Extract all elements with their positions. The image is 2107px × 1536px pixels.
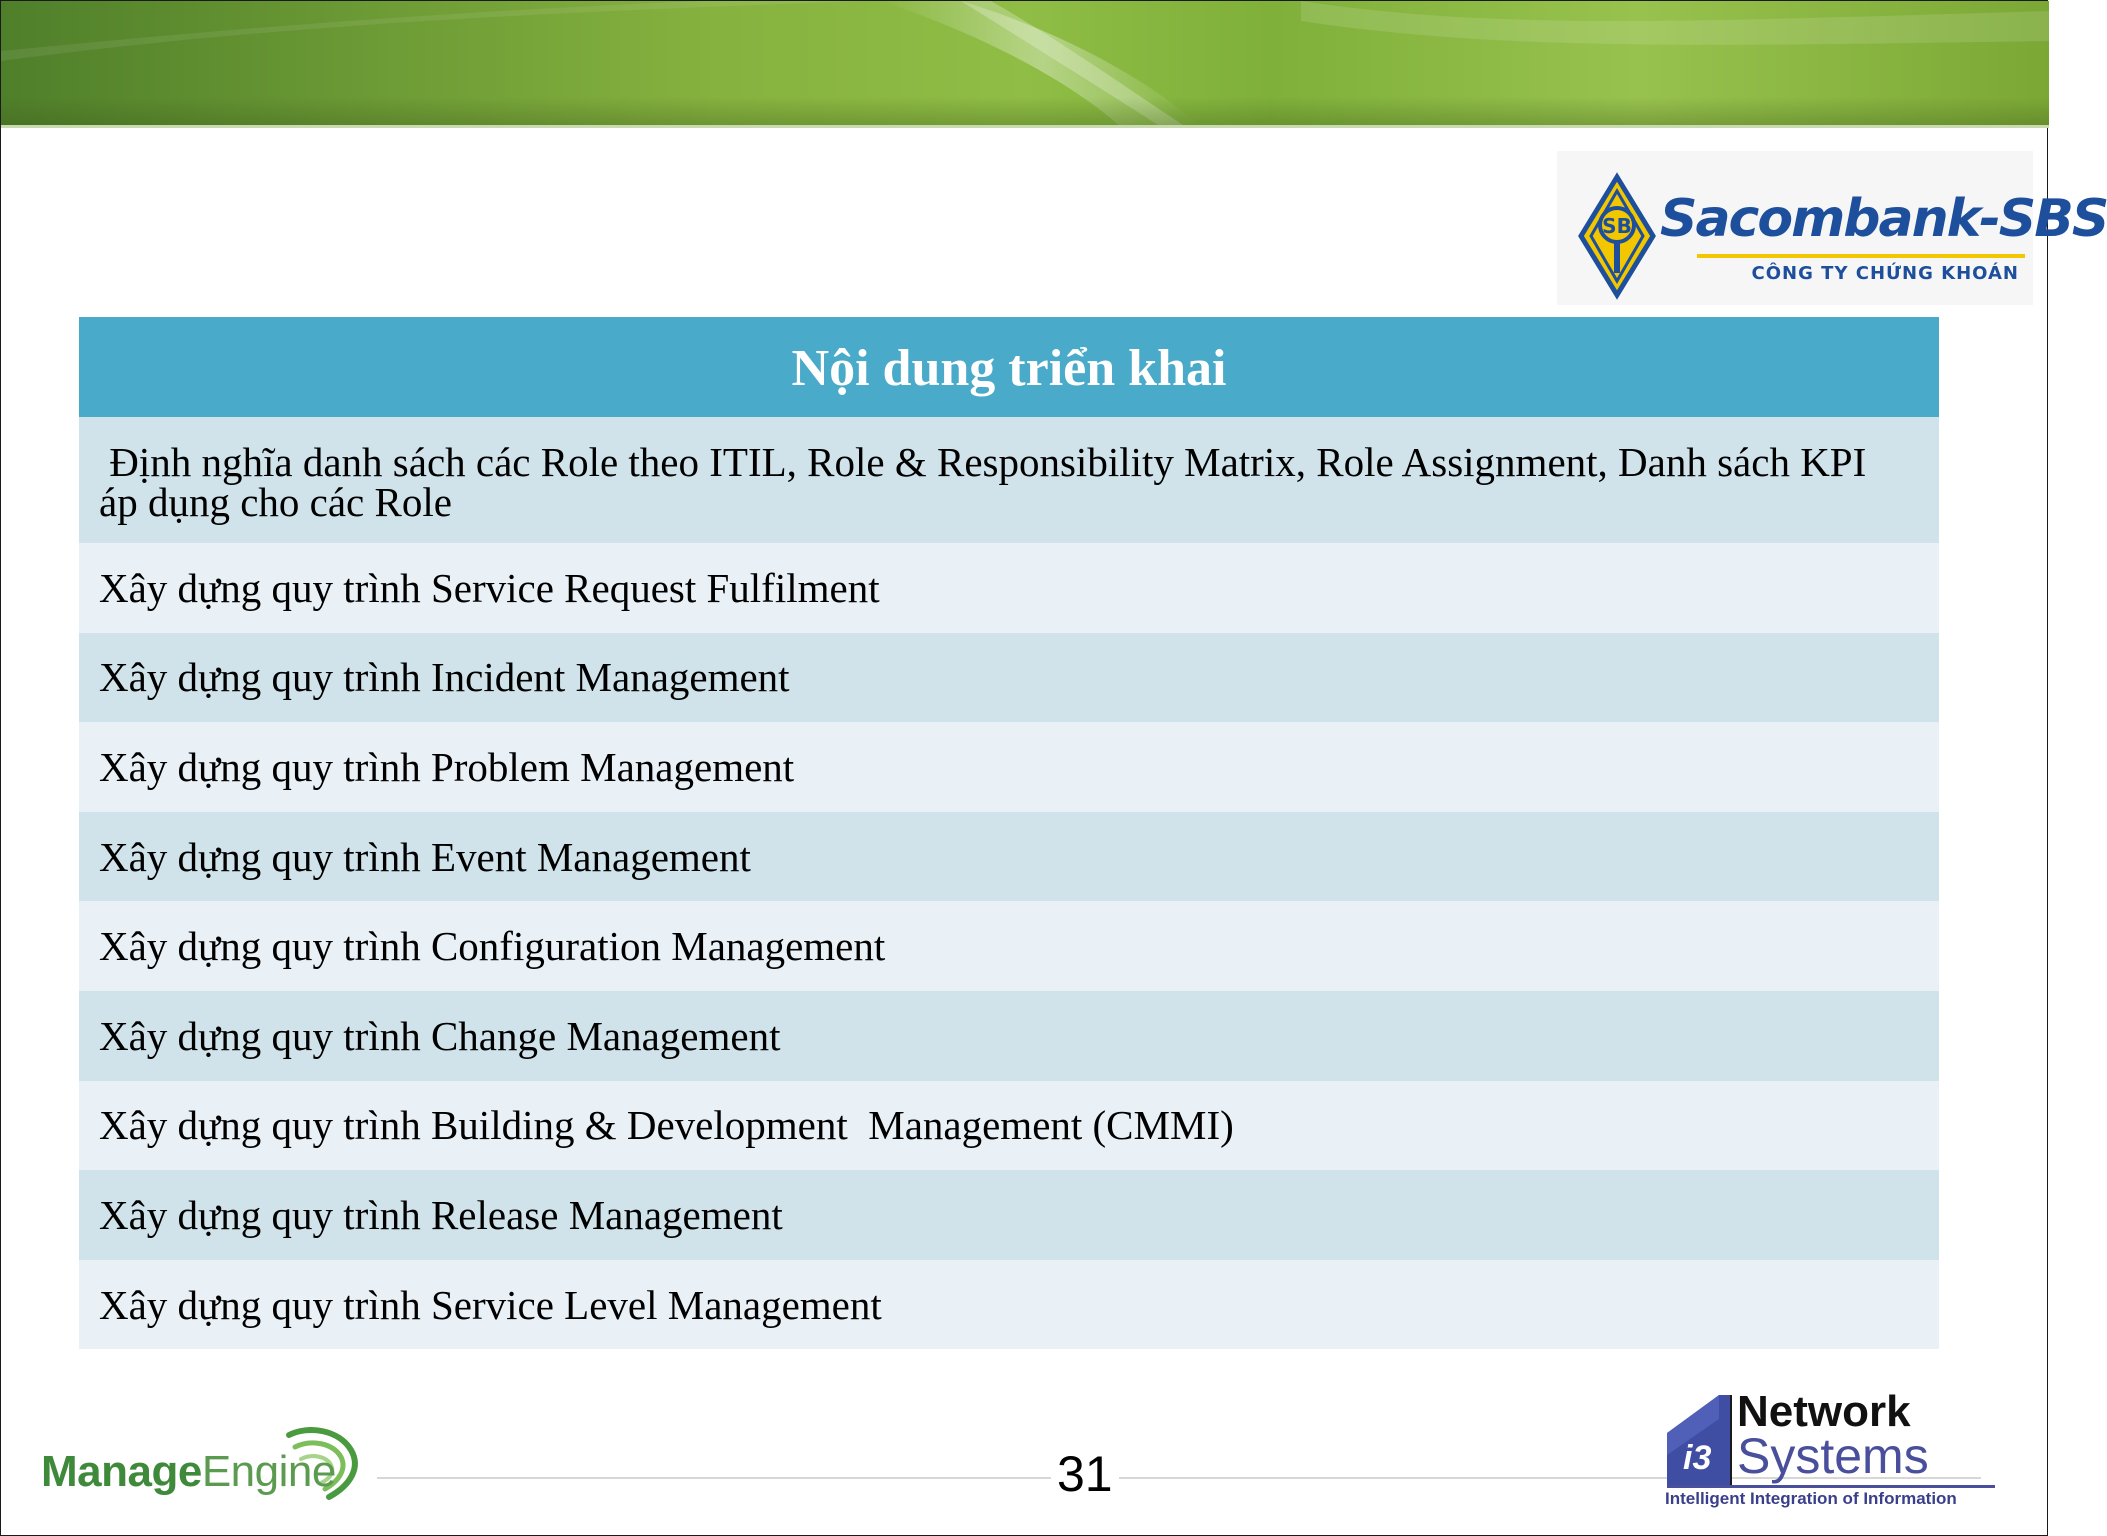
banner-shadow [1,97,2049,127]
sacombank-underline [1697,254,2025,258]
table-row [79,722,1939,812]
network-systems-underline [1667,1485,1995,1488]
table-row-text: Xây dựng quy trình Configuration Management [99,923,886,970]
table-row [79,1081,1939,1171]
manageengine-logo [39,1405,379,1505]
table-row [79,543,1939,633]
sacombank-subtitle: CÔNG TY CHỨNG KHOÁN [1751,263,2019,284]
table-row [79,901,1939,991]
table-row-text: Xây dựng quy trình Service Request Fulfilment [99,564,880,611]
table-row-text: Xây dựng quy trình Problem Management [99,743,795,790]
network-word: Network [1737,1387,1911,1436]
systems-word: Systems [1737,1428,1929,1484]
manageengine-part1: Manage [41,1447,202,1496]
table-row-text: Xây dựng quy trình Event Management [99,833,751,880]
table-row [79,991,1939,1081]
banner-divider [1,125,2049,128]
network-systems-logo [1661,1389,2001,1513]
manageengine-part2: Engine [201,1447,336,1496]
sacombank-diamond-icon [1579,175,1655,297]
table-row-text: Xây dựng quy trình Incident Management [99,654,790,701]
table-row-text: Xây dựng quy trình Release Management [99,1191,783,1238]
table-row [79,812,1939,902]
manageengine-wordmark [41,1447,336,1497]
table-row [79,633,1939,723]
table-row-text: Xây dựng quy trình Service Level Management [99,1281,882,1328]
table-row [79,417,1939,543]
table-row-text: Xây dựng quy trình Building & Development Management (CMMI) [99,1102,1234,1149]
table-row-text: Xây dựng quy trình Change Management [99,1012,781,1059]
table-row [79,1260,1939,1350]
sacombank-logo [1557,151,2107,305]
network-systems-tagline: Intelligent Integration of Information [1665,1489,1957,1508]
svg-text:SB: SB [1602,214,1632,238]
table-header: Nội dung triển khai [79,317,1939,417]
table-row [79,1170,1939,1260]
page-number: 31 [1051,1445,1119,1503]
table-row-text: Định nghĩa danh sách các Role theo ITIL, Role & Responsibility Matrix, Role Assignment, Danh sách KPI áp dụng cho các Role [99,439,1877,525]
i3-mark: i3 [1683,1439,1712,1477]
content-table [79,317,1939,1349]
header-banner [1,1,2049,127]
sacombank-name: Sacombank-SBS [1660,189,2107,249]
